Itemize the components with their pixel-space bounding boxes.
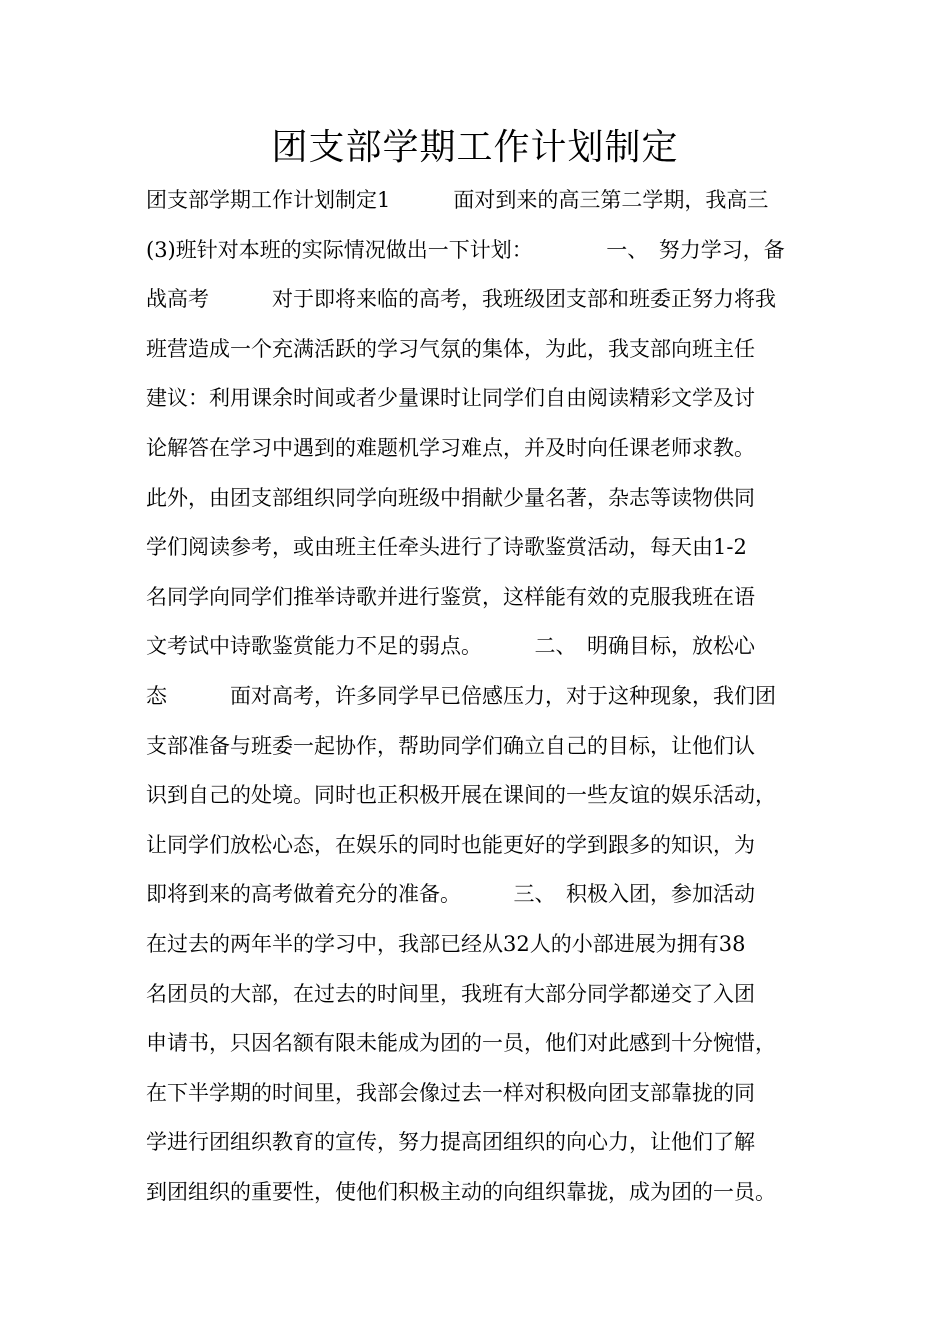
- body-line: 支部准备与班委一起协作，帮助同学们确立自己的目标，让他们认: [146, 733, 755, 758]
- body-line: 班营造成一个充满活跃的学习气氛的集体，为此，我支部向班主任: [146, 336, 755, 361]
- body-line: 论解答在学习中遇到的难题机学习难点，并及时向任课老师求教。: [146, 435, 755, 460]
- body-line: 团支部学期工作计划制定1 面对到来的高三第二学期，我高三: [146, 188, 769, 212]
- body-line: 让同学们放松心态，在娱乐的同时也能更好的学到跟多的知识，为: [146, 832, 755, 857]
- body-line: 到团组织的重要性，使他们积极主动的向组织靠拢，成为团的一员。: [146, 1179, 776, 1204]
- body-line: 建议：利用课余时间或者少量课时让同学们自由阅读精彩文学及讨: [146, 386, 755, 411]
- body-line: (3)班针对本班的实际情况做出一下计划： 一、 努力学习，备: [146, 237, 785, 262]
- body-line: 即将到来的高考做着充分的准备。 三、 积极入团，参加活动: [146, 882, 755, 907]
- body-line: 战高考 对于即将来临的高考，我班级团支部和班委正努力将我: [146, 287, 776, 312]
- document-title: 团支部学期工作计划制定: [271, 127, 679, 168]
- body-line: 名同学向同学们推举诗歌并进行鉴赏，这样能有效的克服我班在语: [146, 584, 755, 609]
- body-line: 识到自己的处境。同时也正积极开展在课间的一些友谊的娱乐活动，: [146, 783, 776, 808]
- body-line: 此外，由团支部组织同学向班级中捐献少量名著，杂志等读物供同: [146, 485, 755, 510]
- body-line: 申请书，只因名额有限未能成为团的一员，他们对此感到十分惋惜，: [146, 1031, 776, 1056]
- body-line: 名团员的大部，在过去的时间里，我班有大部分同学都递交了入团: [146, 981, 755, 1006]
- document-body: [146, 176, 826, 1217]
- body-line: 在过去的两年半的学习中，我部已经从32人的小部进展为拥有38: [146, 931, 746, 956]
- body-line: 在下半学期的时间里，我部会像过去一样对积极向团支部靠拢的同: [146, 1080, 755, 1105]
- body-line: 学进行团组织教育的宣传，努力提高团组织的向心力，让他们了解: [146, 1130, 755, 1155]
- body-line: 学们阅读参考，或由班主任牵头进行了诗歌鉴赏活动，每天由1-2: [146, 535, 747, 560]
- body-line: 文考试中诗歌鉴赏能力不足的弱点。 二、 明确目标，放松心: [146, 634, 755, 659]
- body-line: 态 面对高考，许多同学早已倍感压力，对于这种现象，我们团: [146, 683, 776, 708]
